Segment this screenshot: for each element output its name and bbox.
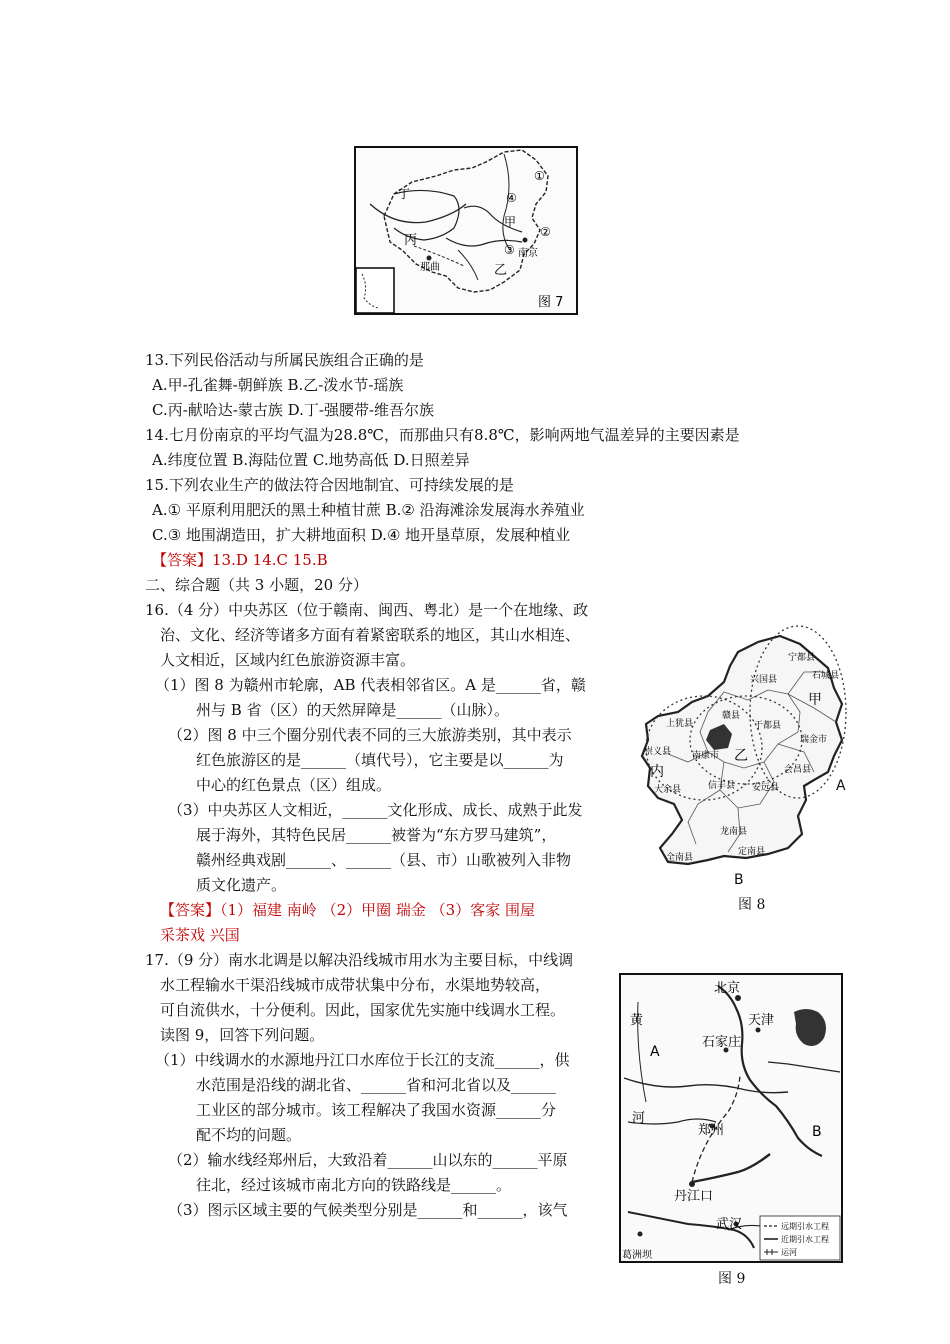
fig9-label-beijing: 北京 [714,981,741,996]
fig7-label-yi: 乙 [494,263,508,278]
fig8-label-quannan: 全南县 [666,853,694,863]
q16-answer-line-2: 采茶戏 兴国 [160,926,240,944]
fig9-label-danjiangkou: 丹江口 [674,1189,714,1204]
fig9-caption: 图 9 [718,1271,746,1287]
q17-line-8: 配不均的问题。 [196,1126,302,1144]
fig8-label-a: A [836,778,846,794]
fig8-label-shangyou: 上犹县 [666,719,694,729]
q17-line-3: 可自流供水，十分便利。因此，国家优先实施中线调水工程。 [160,1001,566,1019]
q17-line-1: 17.（9 分）南水北调是以解决沿线城市用水为主要目标，中线调 [145,951,574,969]
fig7-label-nanjing: 南京 [518,248,538,259]
fig7-caption: 图 7 [538,295,564,310]
q16-line-4: （1）图 8 为赣州市轮廓，AB 代表相邻省区。A 是______省，赣 [155,676,586,694]
q15-stem: 15.下列农业生产的做法符合因地制宜、可持续发展的是 [145,476,514,494]
fig7-label-ding: 丁 [398,187,411,201]
fig7-label-jia: 甲 [504,215,517,229]
fig7-label-4: ④ [506,191,517,205]
q17-line-6: 水范围是沿线的湖北省、______省和河北省以及______ [196,1076,557,1094]
fig8-label-longnan: 龙南县 [720,827,748,837]
fig9-legend-canal: 运河 [781,1248,797,1257]
figure-8-ganzhou-map [628,612,850,872]
q16-answer-line-1: 【答案】（1）福建 南岭 （2）甲圈 瑞金 （3）客家 围屋 [160,901,535,919]
q16-line-3: 人文相近，区域内红色旅游资源丰富。 [160,651,416,669]
fig8-label-xingguo: 兴国县 [750,675,778,685]
fig7-label-bing: 丙 [404,233,418,248]
fig8-label-shicheng: 石城县 [812,671,840,681]
fig9-label-b: B [812,1124,822,1140]
fig8-label-huichang: 会昌县 [784,765,812,775]
q17-line-11: （3）图示区域主要的气候类型分别是______和______，该气 [168,1201,568,1219]
figure-7-china-map [354,146,578,316]
q13-options-ab: A.甲-孔雀舞-朝鲜族 B.乙-泼水节-瑶族 [152,376,404,394]
fig8-label-nei: 内 [650,764,664,780]
fig8-label-jia: 甲 [808,692,822,708]
q16-line-10: 展于海外，其特色民居______被誉为“东方罗马建筑”， [196,826,557,844]
fig8-label-xinfeng: 信丰县 [708,781,736,791]
q17-line-2: 水工程输水干渠沿线城市成带状集中分布，水渠地势较高， [160,976,551,994]
figure-7-svg [354,146,578,316]
q16-line-5: 州与 B 省（区）的天然屏障是______（山脉）。 [196,701,510,719]
q15-options-cd: C.③ 地围湖造田，扩大耕地面积 D.④ 地开垦草原，发展种植业 [152,526,571,544]
fig9-legend-far: 远期引水工程 [781,1222,829,1231]
fig8-label-chongyi: 崇义县 [644,747,672,757]
q16-line-9: （3）中央苏区人文相近，______文化形成、成长、成熟于此发 [168,801,583,819]
fig8-label-yi: 乙 [734,748,748,764]
q17-line-5: （1）中线调水的水源地丹江口水库位于长江的支流______，供 [155,1051,570,1069]
q14-options: A.纬度位置 B.海陆位置 C.地势高低 D.日照差异 [152,451,470,469]
fig8-label-dingnan: 定南县 [738,847,766,857]
figure-9-svg [618,972,844,1264]
fig7-label-1: ① [534,169,545,183]
fig8-label-nankang: 南康市 [692,751,720,761]
q17-line-4: 读图 9，回答下列问题。 [160,1026,325,1044]
fig8-label-ningdu: 宁都县 [788,653,816,663]
fig9-label-wuhan: 武汉 [716,1217,743,1232]
fig9-label-a: A [650,1044,660,1060]
fig7-label-3: ③ [504,243,515,257]
fig9-label-huang: 黄 [630,1013,644,1028]
q16-line-7: 红色旅游区的是______（填代号），它主要是以______为 [196,751,564,769]
q15-options-ab: A.① 平原利用肥沃的黑土种植甘蔗 B.② 沿海滩涂发展海水养殖业 [152,501,585,519]
section-2-heading: 二、综合题（共 3 小题，20 分） [145,576,368,594]
fig8-label-dayu: 大余县 [654,785,682,795]
fig9-label-he: 河 [632,1111,646,1126]
q16-line-12: 质文化遗产。 [196,876,287,894]
fig8-label-yudu: 于都县 [754,721,782,731]
fig9-legend-near: 近期引水工程 [781,1235,829,1244]
q16-line-2: 治、文化、经济等诸多方面有着紧密联系的地区，其山水相连、 [160,626,581,644]
q17-line-7: 工业区的部分城市。该工程解决了我国水资源______分 [196,1101,557,1119]
fig8-label-anyuan: 安远县 [752,783,780,793]
fig7-label-naqu: 那曲 [420,262,440,273]
fig8-label-ganxian: 赣县 [722,711,741,721]
fig9-label-gezhouba: 葛洲坝 [622,1250,652,1261]
q17-line-10: 往北，经过该城市南北方向的铁路线是______。 [196,1176,512,1194]
q17-line-9: （2）输水线经郑州后，大致沿着______山以东的______平原 [168,1151,568,1169]
q13-options-cd: C.丙-献哈达-蒙古族 D.丁-强腰带-维吾尔族 [152,401,435,419]
fig8-label-ruijin: 瑞金市 [800,735,828,745]
q14-stem: 14.七月份南京的平均气温为28.8℃，而那曲只有8.8℃，影响两地气温差异的主要因素是 [145,426,740,444]
fig7-label-2: ② [540,225,551,239]
fig8-label-b: B [734,872,744,888]
figure-9-south-north-water-map [618,972,844,1264]
q16-line-6: （2）图 8 中三个圈分别代表不同的三大旅游类别，其中表示 [168,726,572,744]
fig9-label-shijiazhuang: 石家庄 [702,1035,742,1050]
answer-13-15: 【答案】13.D 14.C 15.B [152,551,328,569]
figure-8-svg [628,612,850,872]
q16-line-11: 赣州经典戏剧______、______（县、市）山歌被列入非物 [196,851,572,869]
fig9-label-tianjin: 天津 [748,1013,775,1028]
fig8-caption: 图 8 [738,897,766,913]
q16-line-8: 中心的红色景点（区）组成。 [196,776,392,794]
q13-stem: 13.下列民俗活动与所属民族组合正确的是 [145,351,424,369]
q16-line-1: 16.（4 分）中央苏区（位于赣南、闽西、粤北）是一个在地缘、政 [145,601,589,619]
fig9-label-zhengzhou: 郑州 [698,1123,725,1138]
